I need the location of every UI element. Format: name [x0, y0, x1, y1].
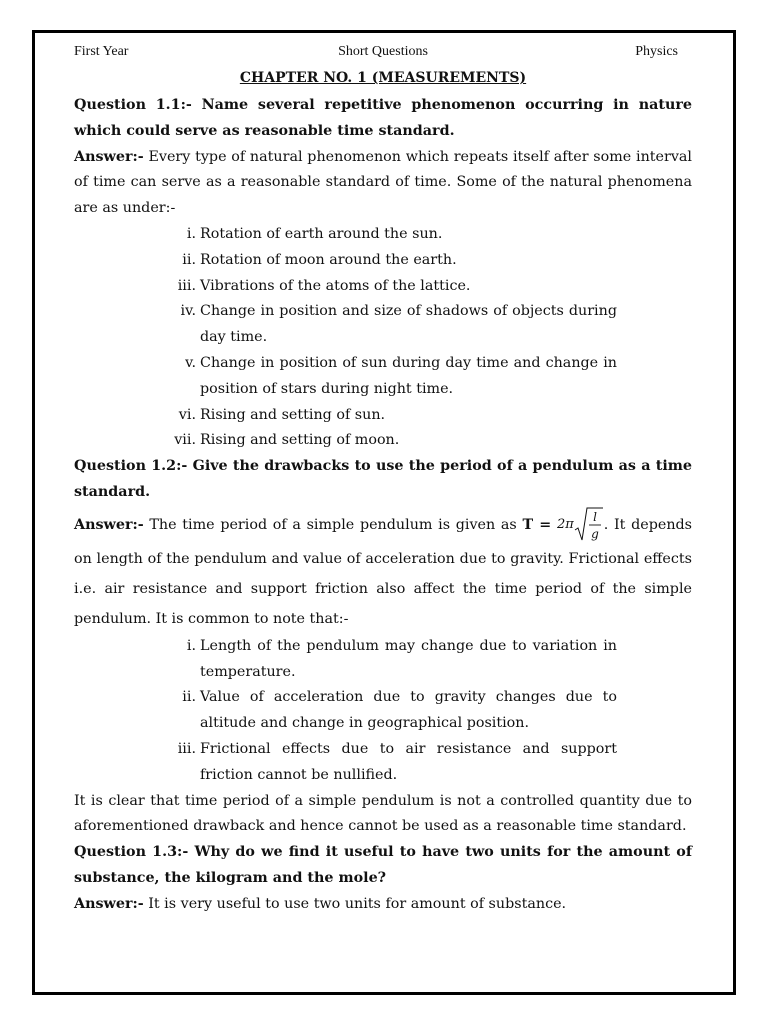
formula-coef: 2π	[556, 516, 574, 532]
list-text: Rotation of moon around the earth.	[200, 251, 457, 268]
question-text: Give the drawbacks to use the period of a pendulum as a time standard.	[74, 458, 692, 500]
question-1-2	[74, 454, 692, 506]
list-text: Change in position and size of shadows of objects during day time.	[200, 303, 617, 346]
phenomena-list	[170, 222, 617, 454]
header-left: First Year	[74, 44, 129, 59]
list-number: i.	[186, 225, 196, 242]
list-item	[170, 351, 617, 403]
list-text: Change in position of sun during day time and change in position of stars during night time.	[200, 354, 617, 397]
list-item	[170, 403, 617, 429]
question-1-1	[74, 93, 692, 145]
list-item	[170, 737, 617, 789]
list-item	[170, 274, 617, 300]
chapter-title: CHAPTER NO. 1 (MEASUREMENTS)	[239, 70, 527, 86]
list-text: Frictional effects due to air resistance and support friction cannot be nullified.	[200, 740, 617, 783]
list-item	[170, 222, 617, 248]
conclusion-1-2: It is clear that time period of a simple pendulum is not a controlled quantity due to aforementioned drawback and hence cannot be used as a reasonable time standard.	[74, 792, 692, 835]
list-number: v.	[185, 354, 196, 371]
list-number: iv.	[180, 303, 196, 320]
question-text: Name several repetitive phenomenon occurring in nature which could serve as reasonable time standard.	[74, 97, 692, 139]
sqrt-fraction	[574, 506, 604, 544]
answer-1-1	[74, 145, 692, 222]
drawbacks-list	[170, 634, 617, 789]
formula-lhs: T =	[522, 516, 552, 533]
question-text: Why do we find it useful to have two units for the amount of substance, the kilogram and the mole?	[74, 844, 692, 886]
answer-text: Every type of natural phenomenon which repeats itself after some interval of time can serve as a reasonable standard of time. Some of the natural phenomena are as under:-	[74, 148, 693, 217]
list-number: iii.	[177, 740, 196, 757]
list-number: ii.	[182, 689, 196, 706]
pendulum-formula	[557, 506, 604, 544]
answer-after: . It depends on length of the pendulum and value of acceleration due to gravity. Frictional effects i.e. air resistance and support friction also affect the time period of the simple pendulum. It is common to note that:-	[74, 516, 693, 627]
list-text: Length of the pendulum may change due to variation in temperature.	[200, 637, 617, 680]
list-number: vii.	[174, 432, 196, 449]
header-right: Physics	[635, 44, 678, 59]
list-item	[170, 248, 617, 274]
list-number: i.	[186, 637, 196, 654]
list-text: Rising and setting of sun.	[200, 406, 386, 423]
question-label: Question 1.1:-	[74, 97, 192, 113]
list-text: Rising and setting of moon.	[200, 432, 400, 449]
list-item	[170, 685, 617, 737]
list-text: Vibrations of the atoms of the lattice.	[200, 277, 471, 294]
formula-numerator: l	[592, 509, 597, 524]
answer-label: Answer:-	[74, 148, 144, 165]
answer-intro: The time period of a simple pendulum is given as	[149, 516, 517, 533]
answer-text: It is very useful to use two units for amount of substance.	[148, 895, 567, 912]
answer-1-3	[74, 892, 692, 918]
document-body	[74, 40, 692, 918]
question-label: Question 1.3:-	[74, 844, 189, 861]
list-number: vi.	[178, 406, 196, 423]
list-text: Value of acceleration due to gravity changes due to altitude and change in geographical position.	[200, 689, 617, 732]
page-header	[74, 40, 692, 64]
question-1-3	[74, 840, 692, 892]
list-item	[170, 428, 617, 454]
answer-label: Answer:-	[74, 895, 144, 912]
question-label: Question 1.2:-	[74, 458, 188, 475]
list-item	[170, 299, 617, 351]
list-text: Rotation of earth around the sun.	[200, 225, 443, 242]
list-number: iii.	[177, 277, 196, 294]
list-number: ii.	[182, 251, 196, 268]
formula-denominator: g	[590, 526, 599, 541]
header-center: Short Questions	[338, 44, 428, 59]
answer-1-2	[74, 506, 692, 634]
list-item	[170, 634, 617, 686]
answer-label: Answer:-	[74, 516, 144, 533]
